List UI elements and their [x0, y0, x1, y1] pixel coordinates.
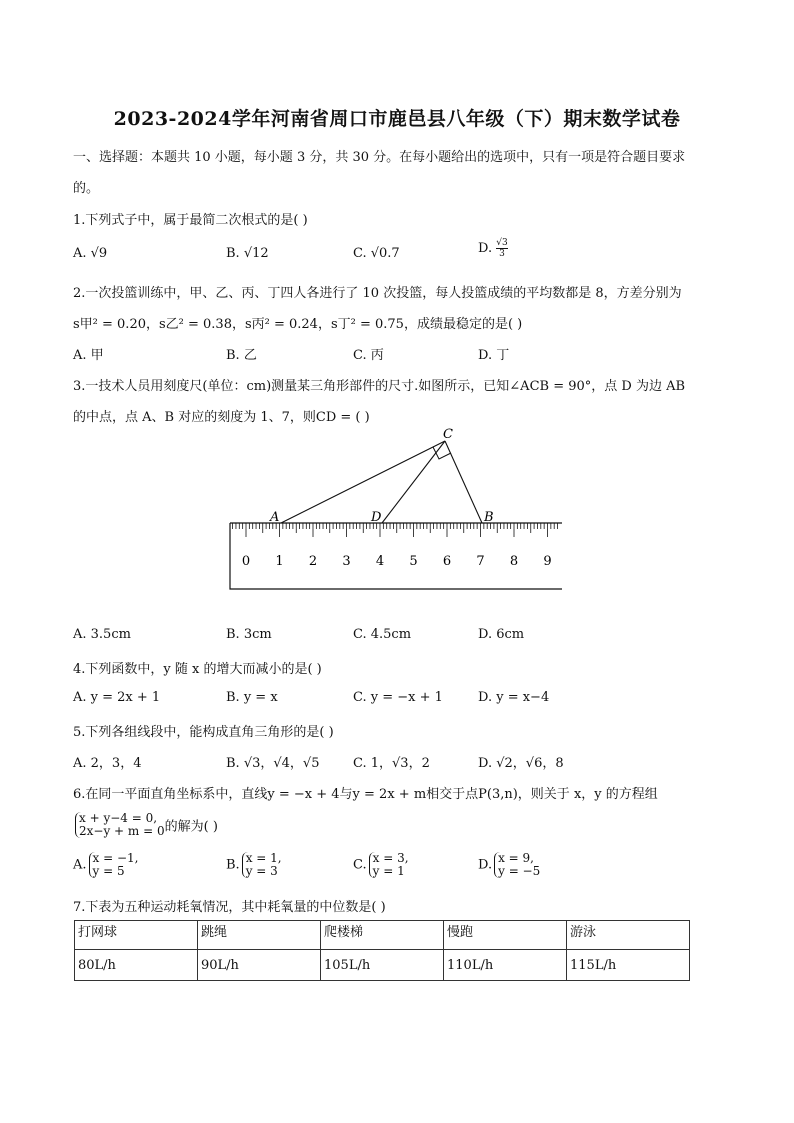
solution-y: y = 1	[372, 864, 405, 878]
tick-label: 6	[442, 554, 452, 569]
option-a[interactable]: A. 甲	[73, 348, 104, 363]
solution-y: y = 5	[92, 864, 125, 878]
table-header-cell: 爬楼梯	[321, 921, 444, 950]
stem-suffix: 的解为( )	[164, 819, 218, 835]
page-title: 2023-2024学年河南省周口市鹿邑县八年级（下）期末数学试卷	[113, 108, 681, 130]
option-b[interactable]	[226, 852, 282, 878]
tick-label: 9	[543, 554, 552, 569]
median-cd	[382, 441, 445, 523]
option-a[interactable]	[73, 852, 139, 878]
fraction-numerator: √3	[496, 238, 508, 248]
question-4-options	[73, 690, 723, 710]
option-d[interactable]: D. 6cm	[478, 627, 525, 642]
question-5-stem: 5.下列各组线段中，能构成直角三角形的是( )	[73, 725, 334, 740]
solution-x: x = 1,	[245, 851, 282, 865]
option-b[interactable]: B. 3cm	[226, 627, 272, 642]
option-letter: B.	[226, 857, 240, 873]
fraction	[496, 238, 507, 259]
question-7-stem: 7.下表为五种运动耗氧情况，其中耗氧量的中位数是( )	[73, 900, 386, 915]
equation-system	[75, 812, 165, 838]
solution-x: x = 9,	[498, 851, 534, 865]
table-cell: 80L/h	[75, 950, 198, 981]
option-letter: D.	[478, 857, 493, 873]
tick-label: 4	[375, 554, 385, 569]
option-d-prefix: D.	[478, 241, 493, 256]
question-1-options	[73, 238, 723, 266]
solution-x: x = −1,	[92, 851, 139, 865]
question-4-stem: 4.下列函数中，y 随 x 的增大而减小的是( )	[73, 662, 322, 677]
table-cell: 105L/h	[321, 950, 444, 981]
tick-label: 0	[241, 554, 251, 569]
option-d[interactable]	[478, 238, 508, 259]
question-3-stem-cont: 的中点，点 A、B 对应的刻度为 1、7，则CD = ( )	[73, 410, 370, 425]
table-row	[75, 950, 690, 981]
option-a[interactable]: A. 3.5cm	[73, 627, 131, 642]
section-heading: 一、选择题：本题共 10 小题，每小题 3 分，共 30 分。在每小题给出的选项中，只有一项是符合题目要求	[73, 150, 686, 165]
question-1-stem: 1.下列式子中，属于最简二次根式的是( )	[73, 213, 308, 228]
option-c[interactable]: C. √0.7	[353, 246, 400, 261]
tick-label: 2	[308, 554, 318, 569]
option-c[interactable]: C. y = −x + 1	[353, 690, 443, 705]
solution-y: y = 3	[245, 864, 278, 878]
solution-system	[494, 852, 540, 878]
option-a[interactable]: A. 2，3，4	[73, 756, 142, 771]
ruler-numbers	[242, 554, 552, 569]
tick-label: 8	[509, 554, 519, 569]
point-label-d: D	[371, 510, 382, 525]
tick-label: 1	[275, 554, 284, 569]
solution-system	[242, 852, 282, 878]
table-cell: 115L/h	[567, 950, 690, 981]
point-label-c: C	[443, 427, 453, 442]
solution-y: y = −5	[498, 864, 541, 878]
option-letter: C.	[353, 857, 367, 873]
option-letter: A.	[73, 857, 87, 873]
oxygen-table	[74, 920, 690, 981]
section-heading-cont: 的。	[73, 181, 100, 196]
option-a[interactable]: A. y = 2x + 1	[73, 690, 161, 705]
option-c[interactable]: C. 1，√3，2	[353, 756, 430, 771]
table-cell: 90L/h	[198, 950, 321, 981]
table-header-cell: 慢跑	[444, 921, 567, 950]
solution-x: x = 3,	[372, 851, 409, 865]
ruler-ticks	[233, 523, 558, 537]
option-b[interactable]: B. y = x	[226, 690, 278, 705]
point-label-b: B	[484, 510, 494, 525]
equation-2: 2x−y + m = 0	[79, 824, 165, 838]
question-6-options	[73, 852, 723, 884]
question-2-stem-cont: s甲² = 0.20，s乙² = 0.38，s丙² = 0.24，s丁² = 0.75，成绩最稳定的是( )	[73, 317, 523, 332]
option-c[interactable]	[353, 852, 409, 878]
question-3-options	[73, 627, 723, 647]
fraction-denominator: 3	[499, 249, 505, 259]
solution-system	[369, 852, 409, 878]
tick-label: 5	[409, 554, 418, 569]
table-header-row	[75, 921, 690, 950]
point-label-a: A	[270, 510, 280, 525]
table-header-cell: 跳绳	[198, 921, 321, 950]
option-a[interactable]: A. √9	[73, 246, 108, 261]
option-d[interactable]	[478, 852, 540, 878]
solution-system	[89, 852, 139, 878]
table-cell: 110L/h	[444, 950, 567, 981]
option-c[interactable]: C. 4.5cm	[353, 627, 412, 642]
ruler-triangle-figure	[226, 424, 566, 594]
tick-label: 3	[342, 554, 351, 569]
option-c[interactable]: C. 丙	[353, 348, 384, 363]
option-d[interactable]: D. y = x−4	[478, 690, 550, 705]
table-header-cell: 游泳	[567, 921, 690, 950]
table-header-cell: 打网球	[75, 921, 198, 950]
question-2-options	[73, 344, 723, 364]
question-5-options	[73, 752, 723, 772]
side-ac	[281, 441, 445, 523]
option-d[interactable]: D. 丁	[478, 348, 510, 363]
option-b[interactable]: B. √3，√4，√5	[226, 756, 320, 771]
question-6-stem-cont	[73, 812, 723, 838]
option-b[interactable]: B. 乙	[226, 348, 257, 363]
tick-label: 7	[476, 554, 485, 569]
option-d[interactable]: D. √2，√6，8	[478, 756, 564, 771]
option-b[interactable]: B. √12	[226, 246, 269, 261]
question-2-stem: 2.一次投篮训练中，甲、乙、丙、丁四人各进行了 10 次投篮，每人投篮成绩的平均数都是 8，方差分别为	[73, 286, 682, 301]
question-3-stem: 3.一技术人员用刻度尺(单位：cm)测量某三角形部件的尺寸.如图所示，已知∠ACB = 90°，点 D 为边 AB	[73, 379, 686, 394]
equation-1: x + y−4 = 0,	[79, 811, 158, 825]
question-6-stem: 6.在同一平面直角坐标系中，直线y = −x + 4与y = 2x + m相交于点P(3,n)，则关于 x，y 的方程组	[73, 787, 658, 802]
